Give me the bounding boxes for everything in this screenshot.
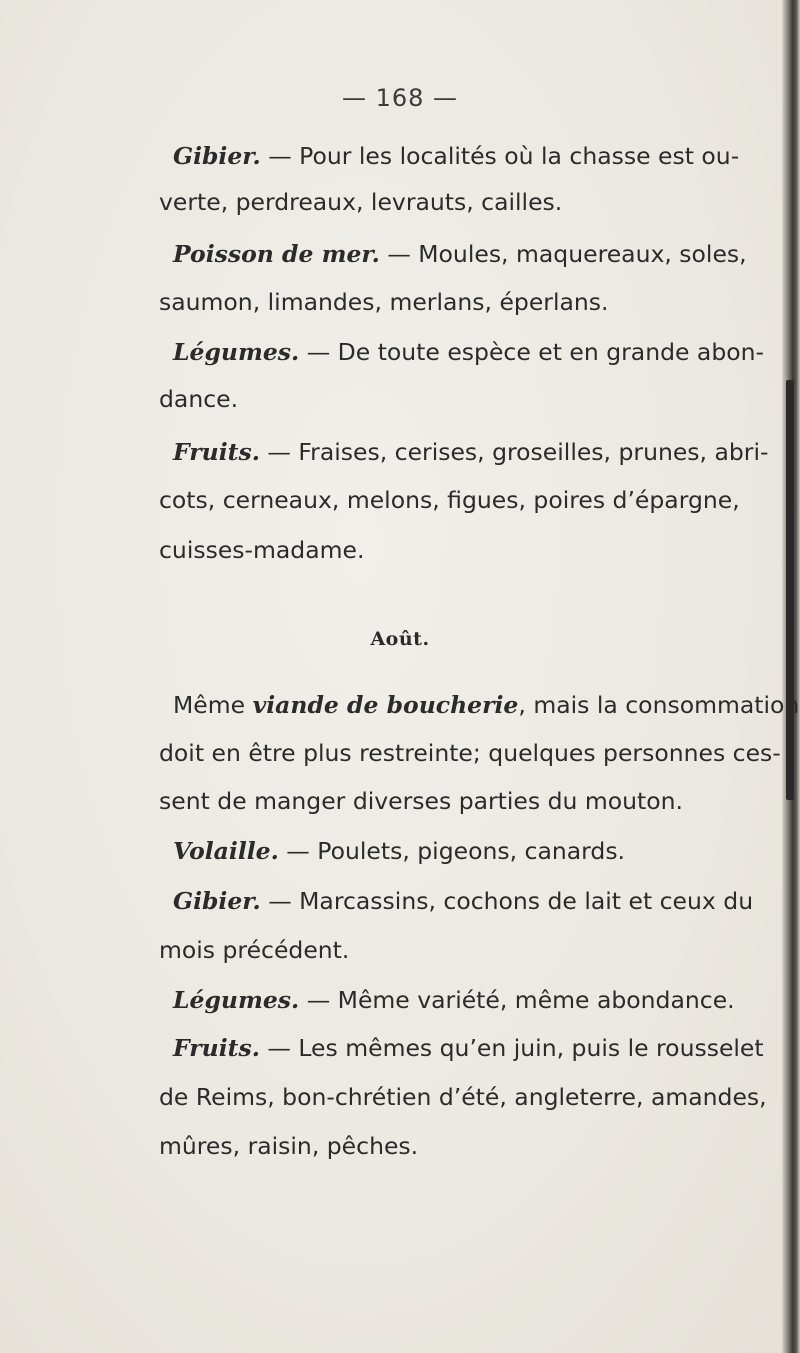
entry-label: Gibier. (173, 142, 261, 170)
entry-label: Légumes. (173, 338, 300, 366)
paragraph-line: de Reims, bon-chrétien d’été, angleterre, amandes, (159, 1083, 767, 1111)
entry-label: Volaille. (173, 837, 279, 865)
paragraph-line: cots, cerneaux, melons, figues, poires d’épargne, (159, 486, 740, 514)
entry-text: — Pour les localités où la chasse est ou- (260, 142, 740, 170)
paragraph-line (173, 1033, 764, 1063)
entry-text: — Moules, maquereaux, soles, (379, 240, 747, 268)
paragraph-line: saumon, limandes, merlans, éperlans. (159, 288, 609, 316)
entry-text: , mais la consommation (518, 691, 800, 719)
entry-text: Même (173, 691, 253, 719)
paragraph-line (173, 437, 768, 467)
entry-emphasis: viande de boucherie (252, 691, 519, 719)
paragraph-line: doit en être plus restreinte; quelques personnes ces- (159, 739, 781, 767)
paragraph-line (173, 886, 753, 916)
entry-label: Fruits. (173, 438, 260, 466)
paragraph-line (173, 337, 764, 367)
entry-text: — Même variété, même abondance. (299, 986, 735, 1014)
paragraph-line (173, 141, 739, 171)
paragraph-line (173, 690, 799, 720)
paragraph-line: dance. (159, 385, 239, 413)
entry-label: Légumes. (173, 986, 300, 1014)
paragraph-line (173, 836, 625, 866)
entry-label: Gibier. (173, 887, 261, 915)
entry-text: — De toute espèce et en grande abon- (299, 338, 765, 366)
paragraph-line: cuisses-madame. (159, 536, 365, 564)
entry-text: — Fraises, cerises, groseilles, prunes, abri- (259, 438, 769, 466)
paragraph-line: sent de manger diverses parties du mouton. (159, 787, 683, 815)
page-number: — 168 — (341, 84, 459, 112)
entry-label: Poisson de mer. (173, 240, 380, 268)
paragraph-line: verte, perdreaux, levrauts, cailles. (159, 188, 563, 216)
paragraph-line: mûres, raisin, pêches. (159, 1132, 419, 1160)
paragraph-line (173, 985, 735, 1015)
entry-label: Fruits. (173, 1034, 260, 1062)
binding-edge (786, 380, 794, 800)
entry-text: — Poulets, pigeons, canards. (278, 837, 626, 865)
paragraph-line: mois précédent. (159, 936, 350, 964)
paragraph-line (173, 239, 747, 269)
entry-text: — Les mêmes qu’en juin, puis le rousselet (259, 1034, 764, 1062)
entry-text: — Marcassins, cochons de lait et ceux du (260, 887, 754, 915)
section-title: Août. (370, 628, 430, 650)
